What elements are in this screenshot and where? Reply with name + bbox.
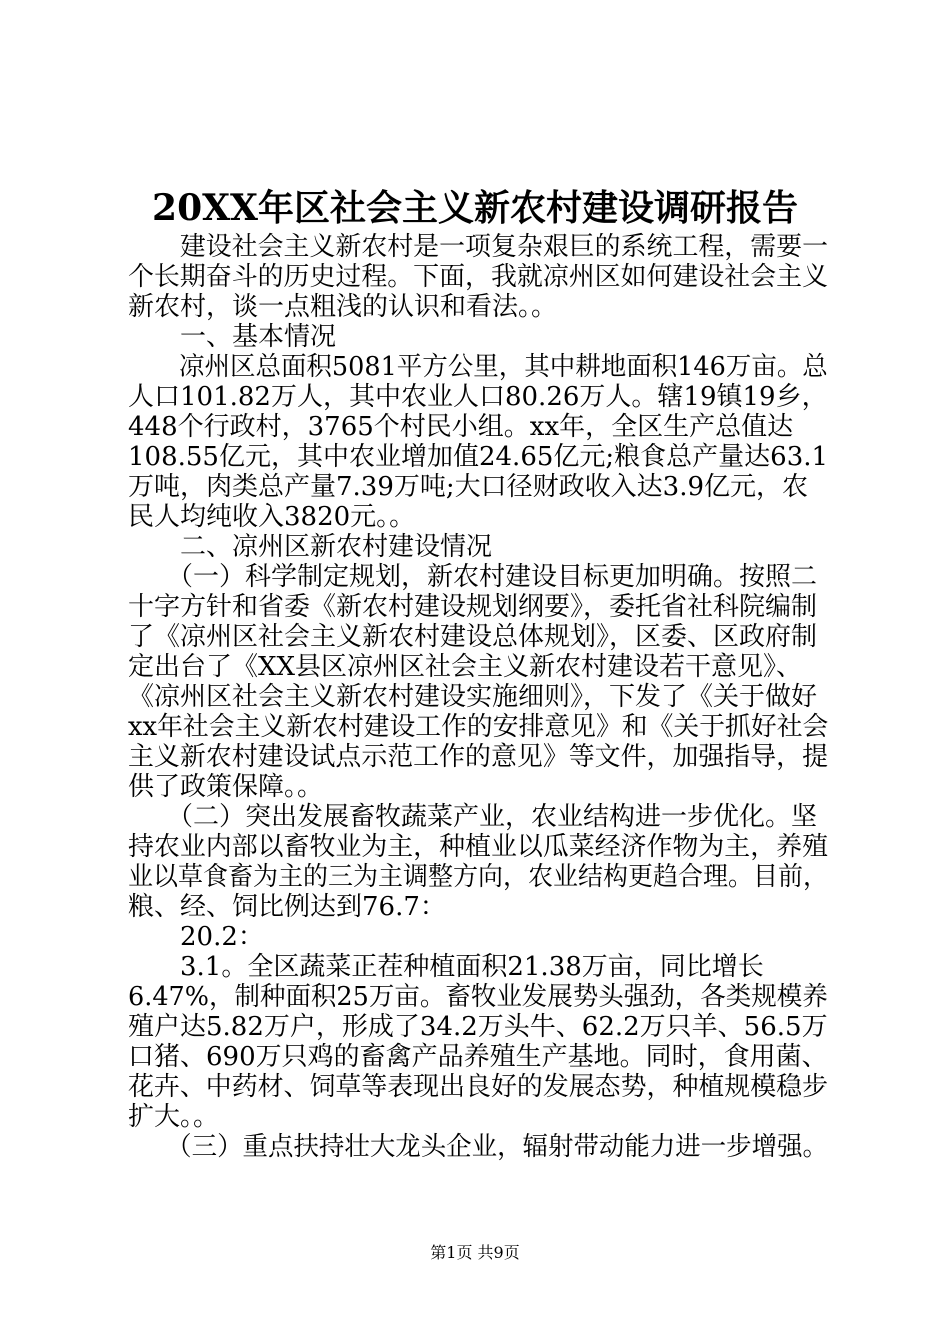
body-line: 人口101.82万人，其中农业人口80.26万人。辖19镇19乡， xyxy=(128,382,828,412)
body-line: 供了政策保障。。 xyxy=(128,772,324,802)
body-line: （二）突出发展畜牧蔬菜产业，农业结构进一步优化。坚 xyxy=(128,802,818,832)
body-line: 了《凉州区社会主义新农村建设总体规划》，区委、区政府制 xyxy=(128,622,818,652)
body-line: 108.55亿元，其中农业增加值24.65亿元;粮食总产量达63.1 xyxy=(128,442,829,472)
body-line: 口猪、690万只鸡的畜禽产品养殖生产基地。同时，食用菌、 xyxy=(128,1042,828,1072)
body-line: 粮、经、饲比例达到76.7： xyxy=(128,892,446,922)
body-line: 20.2： xyxy=(128,922,264,952)
body-line: 6.47%，制种面积25万亩。畜牧业发展势头强劲，各类规模养 xyxy=(128,982,828,1012)
body-line: 花卉、中药材、饲草等表现出良好的发展态势，种植规模稳步 xyxy=(128,1072,829,1102)
body-line: （三）重点扶持壮大龙头企业，辐射带动能力进一步增强。 xyxy=(128,1132,829,1162)
body-line: 万吨，肉类总产量7.39万吨;大口径财政收入达3.9亿元，农 xyxy=(128,472,808,502)
body-line: 3.1。全区蔬菜正茬种植面积21.38万亩，同比增长 xyxy=(128,952,764,982)
body-line: 主义新农村建设试点示范工作的意见》等文件，加强指导，提 xyxy=(128,742,829,772)
body-line: 定出台了《XX县区凉州区社会主义新农村建设若干意见》、 xyxy=(128,652,803,682)
body-line: 十字方针和省委《新农村建设规划纲要》，委托省社科院编制 xyxy=(128,592,818,622)
body-line: 扩大。。 xyxy=(128,1102,220,1132)
body-line: 建设社会主义新农村是一项复杂艰巨的系统工程，需要一 xyxy=(128,232,829,262)
page-footer: 第1页 共9页 xyxy=(430,1243,520,1262)
body-line: 新农村，谈一点粗浅的认识和看法。。 xyxy=(128,292,558,322)
body-line: 凉州区总面积5081平方公里，其中耕地面积146万亩。总 xyxy=(128,352,828,382)
body-line: 一、基本情况 xyxy=(128,322,337,352)
body-line: 民人均纯收入3820元。。 xyxy=(128,502,416,532)
body-line: 二、凉州区新农村建设情况 xyxy=(128,532,493,562)
body-line: 《凉州区社会主义新农村建设实施细则》，下发了《关于做好 xyxy=(128,682,818,712)
body-line: 448个行政村，3765个村民小组。xx年，全区生产总值达 xyxy=(128,412,794,442)
body-line: 持农业内部以畜牧业为主，种植业以瓜菜经济作物为主，养殖 xyxy=(128,832,829,862)
body-line: 业以草食畜为主的三为主调整方向，农业结构更趋合理。目前， xyxy=(128,862,829,892)
body-line: xx年社会主义新农村建设工作的安排意见》和《关于抓好社会 xyxy=(128,712,829,742)
body-line: 殖户达5.82万户，形成了34.2万头牛、62.2万只羊、56.5万 xyxy=(128,1012,828,1042)
document-body xyxy=(128,232,828,1162)
body-line: 个长期奋斗的历史过程。下面，我就凉州区如何建设社会主义 xyxy=(128,262,829,292)
document-title: 20XX年区社会主义新农村建设调研报告 xyxy=(152,187,798,229)
body-line: （一）科学制定规划，新农村建设目标更加明确。按照二 xyxy=(128,562,818,592)
